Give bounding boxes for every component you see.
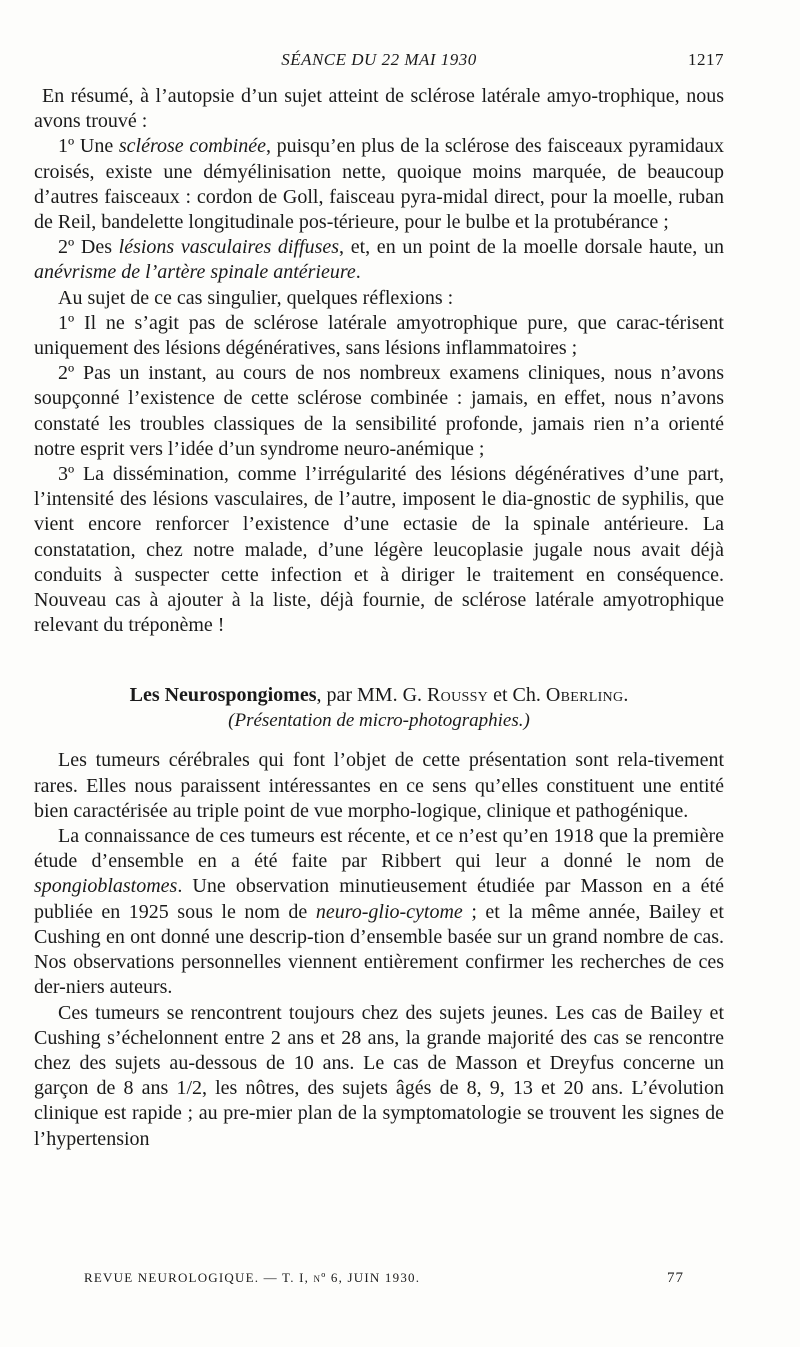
- paragraph-reflexion-1: 1º Il ne s’agit pas de sclérose latérale amyotrophique pure, que carac-térisent uniquement des lésions dégénératives, sans lésions inflammatoires ;: [34, 311, 724, 360]
- journal-reference: REVUE NEUROLOGIQUE. — T. I, nº 6, JUIN 1930.: [84, 1270, 421, 1285]
- article-paragraph-3: Ces tumeurs se rencontrent toujours chez des sujets jeunes. Les cas de Bailey et Cushing s’échelonnent entre 2 ans et 28 ans, la grande majorité des cas se rencontre chez des sujets au-dessous de 10 ans. Le cas de Masson et Dreyfus concerne un garçon de 8 ans 1/2, les nôtres, des sujets âgés de 8, 9, 13 et 20 ans. L’évolution clinique est rapide ; au pre-mier plan de la symptomatologie se trouvent les signes de l’hypertension: [34, 1001, 724, 1150]
- paragraph-point-2: 2º Des lésions vasculaires diffuses, et, en un point de la moelle dorsale haute, un anévrisme de l’artère spinale antérieure.: [34, 236, 724, 284]
- author-oberling: Oberling: [545, 684, 624, 707]
- paragraph-reflexion-2: 2º Pas un instant, au cours de nos nombreux examens cliniques, nous n’avons soupçonné l’existence de cette sclérose combinée : jamais, en effet, nous n’avons constaté les troubles classiques de la sensibilité profonde, jamais rien n’a orienté notre esprit vers l’idée d’un syndrome neuro-anémique ;: [34, 362, 724, 460]
- running-head-title: SÉANCE DU 22 MAI 1930: [281, 50, 477, 69]
- page-number: 1217: [688, 50, 724, 69]
- paragraph-reflexions: Au sujet de ce cas singulier, quelques réflexions :: [58, 286, 454, 309]
- paragraph-summary: En résumé, à l’autopsie d’un sujet atteint de sclérose latérale amyo-trophique, nous avons trouvé :: [34, 85, 724, 133]
- article-subtitle: (Présentation de micro-photographies.): [228, 710, 530, 732]
- article-heading: [34, 682, 724, 734]
- page-footer: [84, 1270, 684, 1290]
- article-title: Les Neurospongiomes: [129, 684, 317, 707]
- article-paragraph-1: Les tumeurs cérébrales qui font l’objet de cette présentation sont rela-tivement rares. Elles nous paraissent intéressantes en ce sens qu’elles constituent une entité bien caractérisée au triple point de vue morpho-logique, clinique et pathogénique.: [34, 749, 724, 822]
- folio-number: 77: [667, 1270, 684, 1286]
- author-roussy: Roussy: [427, 684, 489, 707]
- paragraph-point-1: 1º Une sclérose combinée, puisqu’en plus de la sclérose des faisceaux pyramidaux croisés, existe une démyélinisation nette, quoique moins marquée, de beaucoup d’autres faisceaux : cordon de Goll, faisceau pyra-midal direct, pour la moelle, ruban de Reil, bandelette longitudinale pos-térieure, pour le bulbe et la protubérance ;: [34, 135, 724, 234]
- article-title-line: Les Neurospongiomes, par MM. G. Roussy et Ch. Oberling.: [129, 684, 629, 707]
- article-paragraph-2: La connaissance de ces tumeurs est récente, et ce n’est qu’en 1918 que la première étude d’ensemble en a été faite par Ribbert qui leur a donné le nom de spongioblastomes. Une observation minutieusement étudiée par Masson en a été publiée en 1925 sous le nom de neuro-glio-cytome ; et la même année, Bailey et Cushing en ont donné une descrip-tion d’ensemble basée sur un grand nombre de cas. Nos observations personnelles viennent entièrement confirmer les recherches de ces der-niers auteurs.: [34, 825, 724, 999]
- paragraph-reflexion-3: 3º La dissémination, comme l’irrégularité des lésions dégénératives d’une part, l’intensité des lésions vasculaires, de l’autre, imposent le dia-gnostic de syphilis, que vient encore renforcer l’existence d’une ectasie de la spinale antérieure. La constatation, chez notre malade, d’une légère leucoplasie jugale nous avait déjà conduits à suspecter cette infection et à diriger le traitement en conséquence. Nouveau cas à ajouter à la liste, déjà fournie, de sclérose latérale amyotrophique relevant du tréponème !: [34, 463, 724, 637]
- body-text: [34, 84, 724, 1152]
- running-head: [34, 50, 724, 74]
